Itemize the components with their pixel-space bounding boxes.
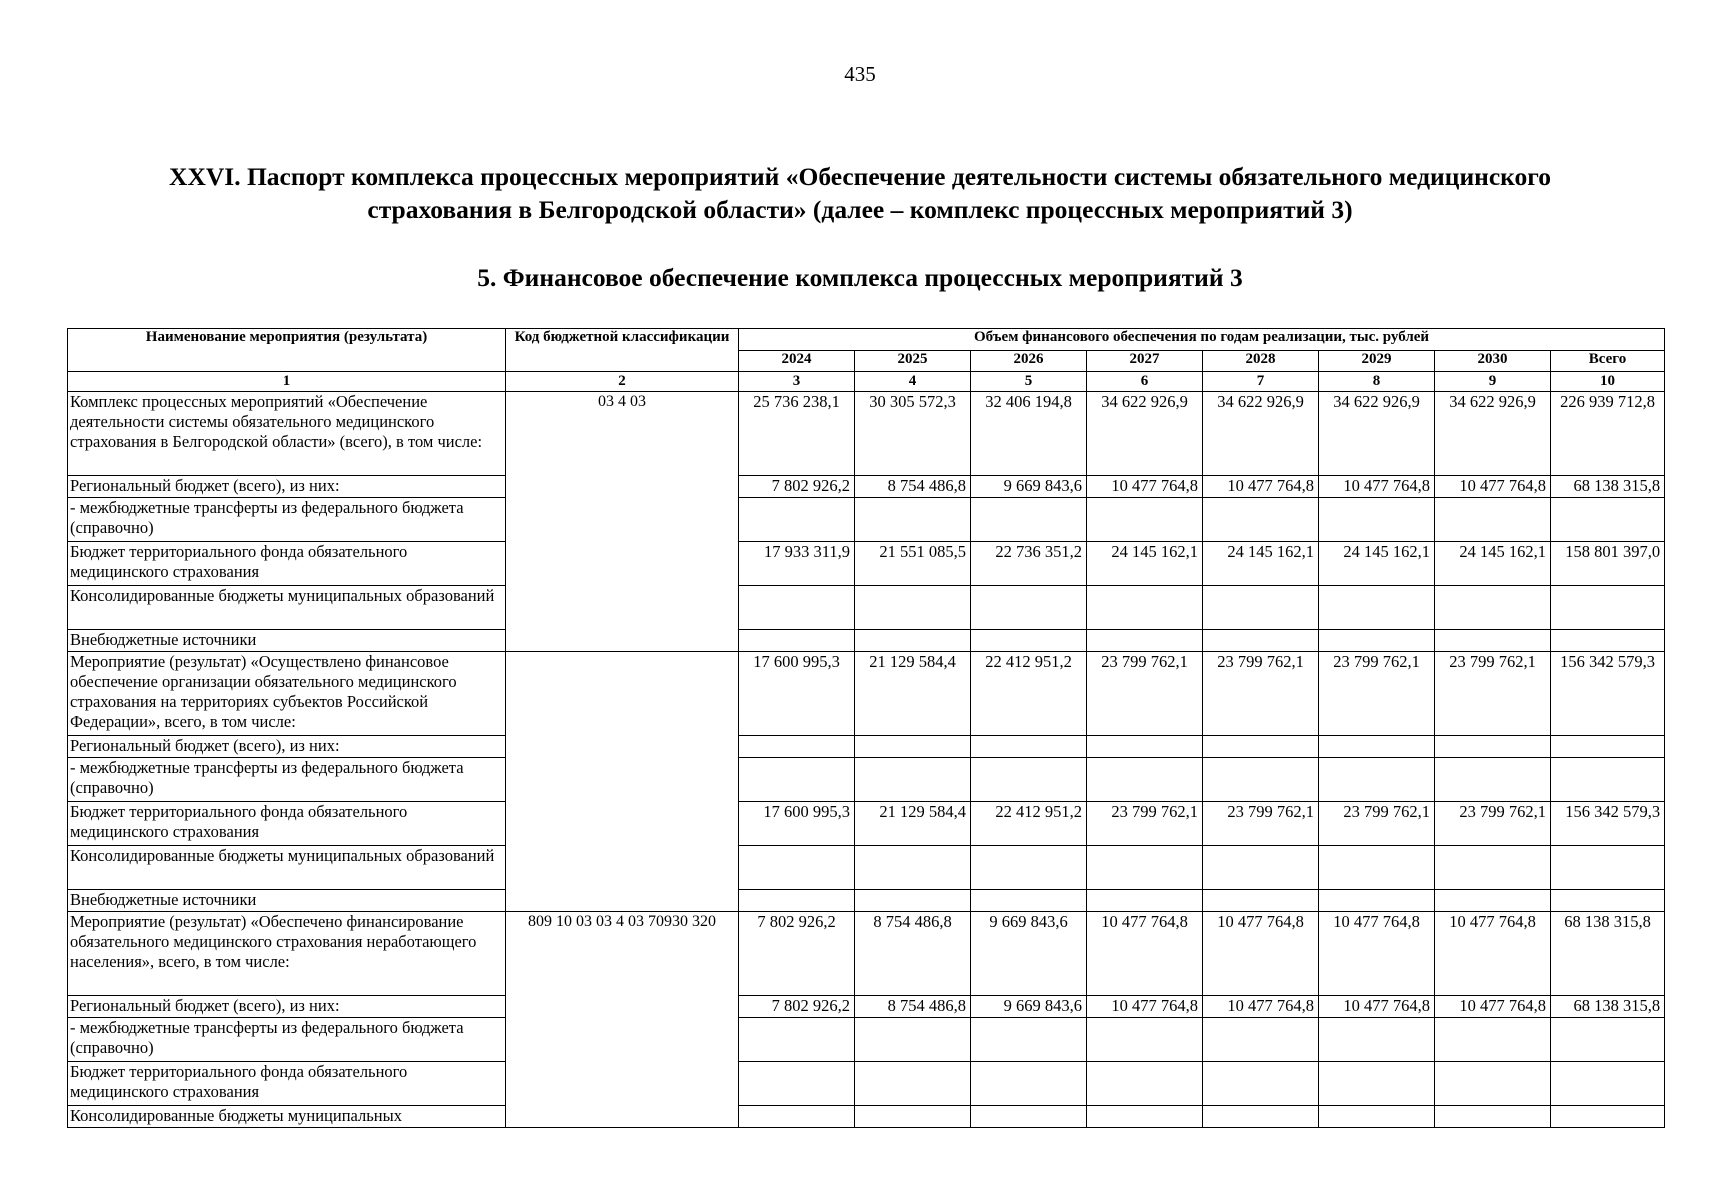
header-year: 2025: [855, 351, 971, 372]
row-year-value: 21 129 584,4: [855, 802, 971, 846]
row-budget-code: [506, 498, 739, 542]
table-row: [68, 736, 1665, 758]
row-year-value: 34 622 926,9: [1203, 392, 1319, 476]
row-year-value: [1203, 498, 1319, 542]
row-year-value: 24 145 162,1: [1087, 542, 1203, 586]
row-budget-code: [506, 1106, 739, 1128]
row-year-value: 25 736 238,1: [739, 392, 855, 476]
row-budget-code: [506, 996, 739, 1018]
row-year-value: [1435, 630, 1551, 652]
row-name: Региональный бюджет (всего), из них:: [68, 996, 506, 1018]
row-year-value: [971, 1062, 1087, 1106]
row-year-value: [739, 1106, 855, 1128]
row-year-value: [1319, 1018, 1435, 1062]
row-year-value: 23 799 762,1: [1203, 802, 1319, 846]
row-name: Мероприятие (результат) «Обеспечено финансирование обязательного медицинского страхования неработающего населения», всего, в том числе:: [68, 912, 506, 996]
row-year-value: [1087, 586, 1203, 630]
table-row: [68, 652, 1665, 736]
row-year-value: 22 736 351,2: [971, 542, 1087, 586]
table-row: [68, 586, 1665, 630]
row-year-value: [1435, 846, 1551, 890]
column-index: 7: [1203, 372, 1319, 392]
row-year-value: [1319, 1106, 1435, 1128]
row-total-value: 156 342 579,3: [1551, 802, 1665, 846]
row-year-value: [1319, 1062, 1435, 1106]
column-index: 10: [1551, 372, 1665, 392]
row-budget-code: [506, 758, 739, 802]
row-budget-code: [506, 736, 739, 758]
row-year-value: [855, 758, 971, 802]
row-name: Внебюджетные источники: [68, 890, 506, 912]
row-name: - межбюджетные трансферты из федерального бюджета (справочно): [68, 498, 506, 542]
header-code: Код бюджетной классификации: [506, 329, 739, 372]
row-year-value: 8 754 486,8: [855, 476, 971, 498]
row-year-value: [739, 1062, 855, 1106]
row-year-value: 7 802 926,2: [739, 476, 855, 498]
row-year-value: [1087, 1018, 1203, 1062]
table-row: [68, 758, 1665, 802]
row-budget-code: [506, 630, 739, 652]
row-year-value: [1203, 758, 1319, 802]
row-budget-code: [506, 542, 739, 586]
row-year-value: [1087, 890, 1203, 912]
row-year-value: 23 799 762,1: [1087, 652, 1203, 736]
row-name: Консолидированные бюджеты муниципальных: [68, 1106, 506, 1128]
row-budget-code: [506, 1062, 739, 1106]
row-year-value: 10 477 764,8: [1203, 912, 1319, 996]
row-year-value: [1319, 736, 1435, 758]
row-year-value: [855, 890, 971, 912]
header-year: 2026: [971, 351, 1087, 372]
column-index: 1: [68, 372, 506, 392]
row-year-value: [971, 846, 1087, 890]
row-name: - межбюджетные трансферты из федерального бюджета (справочно): [68, 758, 506, 802]
row-year-value: [1319, 758, 1435, 802]
row-year-value: 7 802 926,2: [739, 912, 855, 996]
row-year-value: 10 477 764,8: [1319, 476, 1435, 498]
row-year-value: [1203, 1062, 1319, 1106]
row-year-value: 10 477 764,8: [1319, 912, 1435, 996]
table-row: [68, 1018, 1665, 1062]
row-year-value: [855, 846, 971, 890]
row-total-value: 156 342 579,3: [1551, 652, 1665, 736]
row-year-value: 8 754 486,8: [855, 996, 971, 1018]
row-year-value: 10 477 764,8: [1435, 912, 1551, 996]
row-total-value: [1551, 758, 1665, 802]
row-year-value: 21 551 085,5: [855, 542, 971, 586]
row-year-value: [1087, 846, 1203, 890]
row-year-value: [1435, 1062, 1551, 1106]
row-name: Региональный бюджет (всего), из них:: [68, 736, 506, 758]
table-row: [68, 802, 1665, 846]
table-row: [68, 996, 1665, 1018]
row-year-value: [1319, 846, 1435, 890]
row-year-value: [1203, 1106, 1319, 1128]
row-year-value: 17 600 995,3: [739, 802, 855, 846]
row-year-value: [1435, 1018, 1551, 1062]
row-year-value: [855, 1062, 971, 1106]
row-year-value: [971, 630, 1087, 652]
row-year-value: [1203, 846, 1319, 890]
column-index: 3: [739, 372, 855, 392]
row-year-value: [1203, 630, 1319, 652]
row-name: - межбюджетные трансферты из федерального бюджета (справочно): [68, 1018, 506, 1062]
header-total: Всего: [1551, 351, 1665, 372]
row-year-value: [1435, 758, 1551, 802]
row-year-value: 9 669 843,6: [971, 476, 1087, 498]
table-row: [68, 630, 1665, 652]
row-year-value: [1435, 736, 1551, 758]
row-budget-code: [506, 802, 739, 846]
row-year-value: [1087, 736, 1203, 758]
row-year-value: [855, 736, 971, 758]
row-year-value: [1319, 498, 1435, 542]
row-total-value: [1551, 586, 1665, 630]
column-index: 2: [506, 372, 739, 392]
table-row: [68, 912, 1665, 996]
row-total-value: [1551, 890, 1665, 912]
row-year-value: [971, 1106, 1087, 1128]
row-year-value: [1087, 1062, 1203, 1106]
row-total-value: [1551, 846, 1665, 890]
row-total-value: [1551, 1106, 1665, 1128]
row-total-value: [1551, 630, 1665, 652]
row-year-value: 24 145 162,1: [1435, 542, 1551, 586]
row-year-value: 34 622 926,9: [1319, 392, 1435, 476]
row-year-value: [971, 498, 1087, 542]
row-year-value: 10 477 764,8: [1087, 912, 1203, 996]
header-year: 2027: [1087, 351, 1203, 372]
row-budget-code: [506, 652, 739, 736]
row-year-value: [739, 1018, 855, 1062]
row-total-value: [1551, 1018, 1665, 1062]
row-year-value: 23 799 762,1: [1319, 802, 1435, 846]
row-name: Комплекс процессных мероприятий «Обеспечение деятельности системы обязательного медицинского страхования в Белгородской области» (всего), в том числе:: [68, 392, 506, 476]
row-name: Внебюджетные источники: [68, 630, 506, 652]
row-year-value: [1087, 630, 1203, 652]
row-year-value: [739, 758, 855, 802]
row-name: Бюджет территориального фонда обязательного медицинского страхования: [68, 542, 506, 586]
row-budget-code: [506, 476, 739, 498]
row-year-value: [1435, 498, 1551, 542]
document-title: XXVI. Паспорт комплекса процессных мероприятий «Обеспечение деятельности системы обязательного медицинского страхования в Белгородской области» (далее – комплекс процессных мероприятий 3): [169, 162, 1551, 224]
row-year-value: [855, 498, 971, 542]
row-year-value: [1087, 1106, 1203, 1128]
row-year-value: 23 799 762,1: [1087, 802, 1203, 846]
column-index: 5: [971, 372, 1087, 392]
row-year-value: 23 799 762,1: [1319, 652, 1435, 736]
row-year-value: 24 145 162,1: [1203, 542, 1319, 586]
row-name: Консолидированные бюджеты муниципальных образований: [68, 846, 506, 890]
row-year-value: 24 145 162,1: [1319, 542, 1435, 586]
row-year-value: [1319, 890, 1435, 912]
row-year-value: 21 129 584,4: [855, 652, 971, 736]
row-budget-code: 809 10 03 03 4 03 70930 320: [506, 912, 739, 996]
row-year-value: [1319, 586, 1435, 630]
row-year-value: [739, 846, 855, 890]
row-budget-code: [506, 846, 739, 890]
row-year-value: [739, 736, 855, 758]
row-year-value: [971, 736, 1087, 758]
header-name: Наименование мероприятия (результата): [68, 329, 506, 372]
financing-table: [67, 328, 1665, 1128]
row-year-value: [971, 758, 1087, 802]
column-index: 6: [1087, 372, 1203, 392]
row-year-value: 32 406 194,8: [971, 392, 1087, 476]
header-year: 2024: [739, 351, 855, 372]
row-year-value: [739, 498, 855, 542]
row-total-value: [1551, 498, 1665, 542]
row-year-value: 17 933 311,9: [739, 542, 855, 586]
row-year-value: [1435, 890, 1551, 912]
table-row: [68, 542, 1665, 586]
section-subtitle: 5. Финансовое обеспечение комплекса процессных мероприятий 3: [477, 263, 1243, 292]
row-total-value: [1551, 1062, 1665, 1106]
row-year-value: 9 669 843,6: [971, 912, 1087, 996]
row-year-value: 10 477 764,8: [1435, 996, 1551, 1018]
row-year-value: 23 799 762,1: [1203, 652, 1319, 736]
row-year-value: 23 799 762,1: [1435, 652, 1551, 736]
row-year-value: 30 305 572,3: [855, 392, 971, 476]
row-year-value: 10 477 764,8: [1087, 996, 1203, 1018]
row-year-value: [739, 586, 855, 630]
row-total-value: [1551, 736, 1665, 758]
row-year-value: [855, 1018, 971, 1062]
table-row: [68, 498, 1665, 542]
row-year-value: 10 477 764,8: [1203, 996, 1319, 1018]
row-year-value: [1087, 498, 1203, 542]
row-name: Бюджет территориального фонда обязательного медицинского страхования: [68, 1062, 506, 1106]
row-year-value: 34 622 926,9: [1435, 392, 1551, 476]
row-year-value: 10 477 764,8: [1087, 476, 1203, 498]
header-year: 2029: [1319, 351, 1435, 372]
row-budget-code: [506, 890, 739, 912]
row-year-value: [971, 890, 1087, 912]
row-name: Консолидированные бюджеты муниципальных образований: [68, 586, 506, 630]
row-year-value: 10 477 764,8: [1319, 996, 1435, 1018]
table-row: [68, 1106, 1665, 1128]
row-total-value: 158 801 397,0: [1551, 542, 1665, 586]
column-index: 4: [855, 372, 971, 392]
row-year-value: [855, 1106, 971, 1128]
row-year-value: [971, 1018, 1087, 1062]
header-financing-group: Объем финансового обеспечения по годам реализации, тыс. рублей: [739, 329, 1665, 351]
table-row: [68, 476, 1665, 498]
row-year-value: [1203, 890, 1319, 912]
row-year-value: 34 622 926,9: [1087, 392, 1203, 476]
row-year-value: [1435, 1106, 1551, 1128]
row-budget-code: [506, 586, 739, 630]
header-year: 2028: [1203, 351, 1319, 372]
table-row: [68, 846, 1665, 890]
row-year-value: 17 600 995,3: [739, 652, 855, 736]
row-name: Региональный бюджет (всего), из них:: [68, 476, 506, 498]
row-year-value: 22 412 951,2: [971, 802, 1087, 846]
table-row: [68, 890, 1665, 912]
table-row: [68, 392, 1665, 476]
row-total-value: 68 138 315,8: [1551, 912, 1665, 996]
row-year-value: 9 669 843,6: [971, 996, 1087, 1018]
row-total-value: 68 138 315,8: [1551, 476, 1665, 498]
row-year-value: [855, 586, 971, 630]
row-year-value: 8 754 486,8: [855, 912, 971, 996]
header-year: 2030: [1435, 351, 1551, 372]
row-year-value: [971, 586, 1087, 630]
row-total-value: 226 939 712,8: [1551, 392, 1665, 476]
row-year-value: [1319, 630, 1435, 652]
row-name: Бюджет территориального фонда обязательного медицинского страхования: [68, 802, 506, 846]
row-year-value: 7 802 926,2: [739, 996, 855, 1018]
row-year-value: [1203, 736, 1319, 758]
row-year-value: 22 412 951,2: [971, 652, 1087, 736]
row-budget-code: [506, 1018, 739, 1062]
row-year-value: [739, 630, 855, 652]
row-budget-code: 03 4 03: [506, 392, 739, 476]
row-name: Мероприятие (результат) «Осуществлено финансовое обеспечение организации обязательного медицинского страхования на территориях субъектов Российской Федерации», всего, в том числе:: [68, 652, 506, 736]
row-year-value: [739, 890, 855, 912]
row-total-value: 68 138 315,8: [1551, 996, 1665, 1018]
row-year-value: [1087, 758, 1203, 802]
row-year-value: 10 477 764,8: [1203, 476, 1319, 498]
row-year-value: [1203, 1018, 1319, 1062]
page-number: 435: [844, 62, 876, 86]
row-year-value: [855, 630, 971, 652]
row-year-value: [1203, 586, 1319, 630]
column-index: 8: [1319, 372, 1435, 392]
row-year-value: 23 799 762,1: [1435, 802, 1551, 846]
table-row: [68, 1062, 1665, 1106]
row-year-value: 10 477 764,8: [1435, 476, 1551, 498]
column-index: 9: [1435, 372, 1551, 392]
row-year-value: [1435, 586, 1551, 630]
